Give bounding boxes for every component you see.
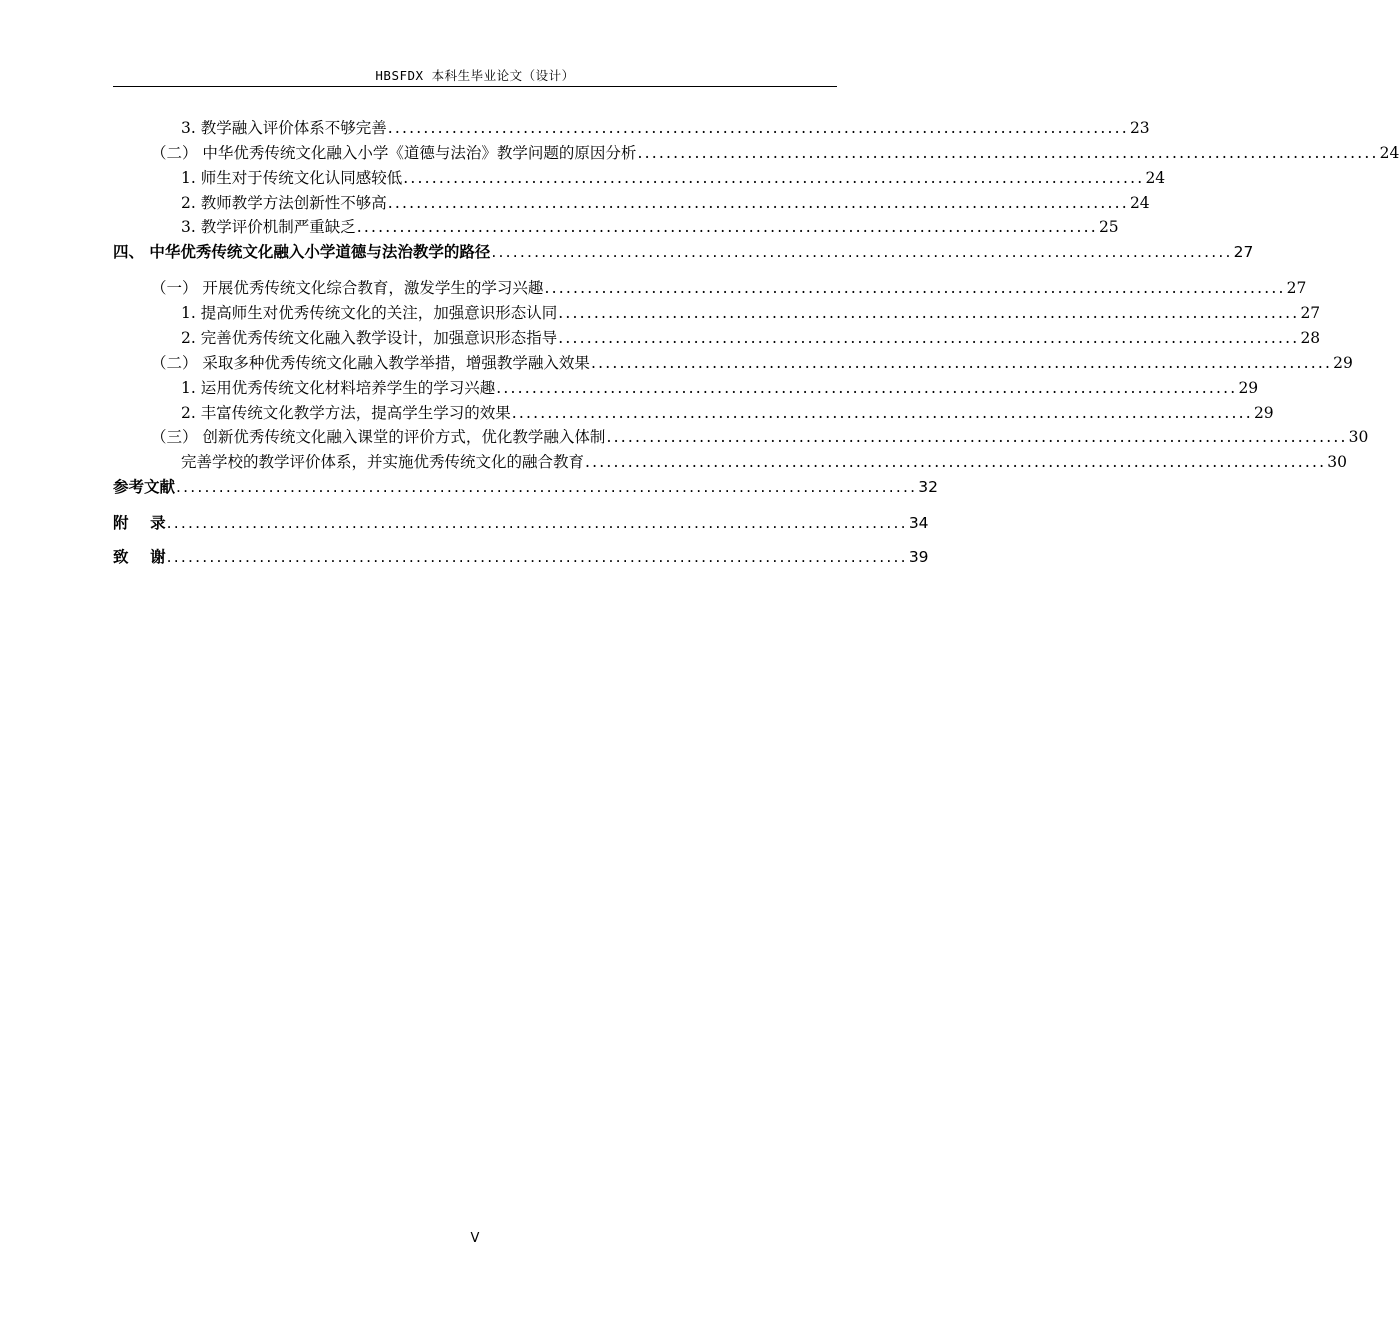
- toc-entry-page: 39: [908, 548, 929, 566]
- toc-entry[interactable]: [181, 326, 1321, 350]
- toc-leader: ........................................................................................................: [491, 243, 1233, 261]
- toc-entry-page: 27: [1300, 304, 1321, 322]
- toc-entry-title: 附 录: [113, 514, 166, 532]
- toc-entry-title: （二） 采取多种优秀传统文化融入教学举措，增强教学融入效果: [151, 354, 590, 372]
- toc-entry-title: 2. 丰富传统文化教学方法，提高学生学习的效果: [181, 404, 511, 422]
- toc-entry[interactable]: [181, 401, 1274, 425]
- toc-entry-title: 3. 教学融入评价体系不够完善: [181, 119, 387, 137]
- toc-entry-page: 29: [1238, 379, 1259, 397]
- toc-entry-page: 24: [1145, 169, 1166, 187]
- toc-leader: ........................................................................................................: [511, 404, 1253, 422]
- toc-entry-page: 27: [1233, 243, 1254, 261]
- toc-leader: ........................................................................................................: [176, 478, 918, 496]
- toc-leader: ........................................................................................................: [558, 304, 1300, 322]
- toc-entry-title: （二） 中华优秀传统文化融入小学《道德与法治》教学问题的原因分析: [151, 144, 637, 162]
- toc-entry-title: 1. 提高师生对优秀传统文化的关注，加强意识形态认同: [181, 304, 558, 322]
- toc-leader: ........................................................................................................: [356, 218, 1098, 236]
- toc-chapter-entry[interactable]: [113, 545, 929, 569]
- toc-entry[interactable]: [151, 425, 1369, 449]
- toc-entry[interactable]: [181, 450, 1347, 474]
- toc-entry[interactable]: [151, 141, 1399, 165]
- toc-entry[interactable]: [181, 215, 1119, 239]
- toc-entry-page: 29: [1253, 404, 1274, 422]
- toc-leader: ........................................................................................................: [403, 169, 1145, 187]
- toc-chapter-entry[interactable]: [113, 475, 938, 499]
- toc-entry-title: 2. 教师教学方法创新性不够高: [181, 194, 387, 212]
- toc-entry-title: 参考文献: [113, 478, 176, 496]
- page-header-title: HBSFDX 本科生毕业论文（设计）: [375, 68, 575, 83]
- toc-entry[interactable]: [151, 351, 1353, 375]
- toc-leader: ........................................................................................................: [590, 354, 1333, 372]
- toc-entry-title: 3. 教学评价机制严重缺乏: [181, 218, 356, 236]
- toc-entry-page: 34: [908, 514, 929, 532]
- toc-entry-page: 29: [1333, 354, 1353, 372]
- toc-leader: ........................................................................................................: [544, 279, 1286, 297]
- toc-entry-title: （三） 创新优秀传统文化融入课堂的评价方式，优化教学融入体制: [151, 428, 606, 446]
- toc-leader: ........................................................................................................: [166, 514, 908, 532]
- toc-leader: ........................................................................................................: [585, 453, 1327, 471]
- toc-entry-page: 30: [1327, 453, 1347, 471]
- toc-leader: ........................................................................................................: [166, 548, 908, 566]
- toc-leader: ........................................................................................................: [606, 428, 1348, 446]
- toc-entry-page: 24: [1129, 194, 1150, 212]
- toc-entry-title: 致 谢: [113, 548, 166, 566]
- toc-entry-title: 2. 完善优秀传统文化融入教学设计，加强意识形态指导: [181, 329, 558, 347]
- toc-entry-page: 30: [1348, 428, 1369, 446]
- toc-entry-page: 32: [918, 478, 938, 496]
- toc-leader: ........................................................................................................: [387, 194, 1129, 212]
- toc-entry[interactable]: [151, 276, 1307, 300]
- page-number: V: [470, 1231, 480, 1246]
- toc-entry[interactable]: [181, 191, 1150, 215]
- toc-entry-title: 四、 中华优秀传统文化融入小学道德与法治教学的路径: [113, 243, 491, 261]
- toc-entry-page: 23: [1129, 119, 1150, 137]
- toc-entry-page: 24: [1379, 144, 1399, 162]
- toc-leader: ........................................................................................................: [558, 329, 1300, 347]
- toc-leader: ........................................................................................................: [496, 379, 1238, 397]
- toc-entry-title: 1. 师生对于传统文化认同感较低: [181, 169, 403, 187]
- toc-entry-title: 1. 运用优秀传统文化材料培养学生的学习兴趣: [181, 379, 496, 397]
- toc-entry-page: 27: [1286, 279, 1307, 297]
- toc-chapter-entry[interactable]: [113, 511, 929, 535]
- toc-entry-page: 28: [1300, 329, 1321, 347]
- toc-entry[interactable]: [181, 301, 1321, 325]
- toc-entry-title: （一） 开展优秀传统文化综合教育，激发学生的学习兴趣: [151, 279, 544, 297]
- toc-leader: ........................................................................................................: [387, 119, 1129, 137]
- toc-leader: ........................................................................................................: [637, 144, 1379, 162]
- toc-entry-title: 完善学校的教学评价体系，并实施优秀传统文化的融合教育: [181, 453, 585, 471]
- toc-entry[interactable]: [181, 376, 1259, 400]
- toc-chapter-entry[interactable]: [113, 240, 1254, 264]
- toc-entry[interactable]: [181, 116, 1150, 140]
- header-rule: [113, 86, 837, 87]
- toc-entry[interactable]: [181, 166, 1166, 190]
- toc-entry-page: 25: [1098, 218, 1119, 236]
